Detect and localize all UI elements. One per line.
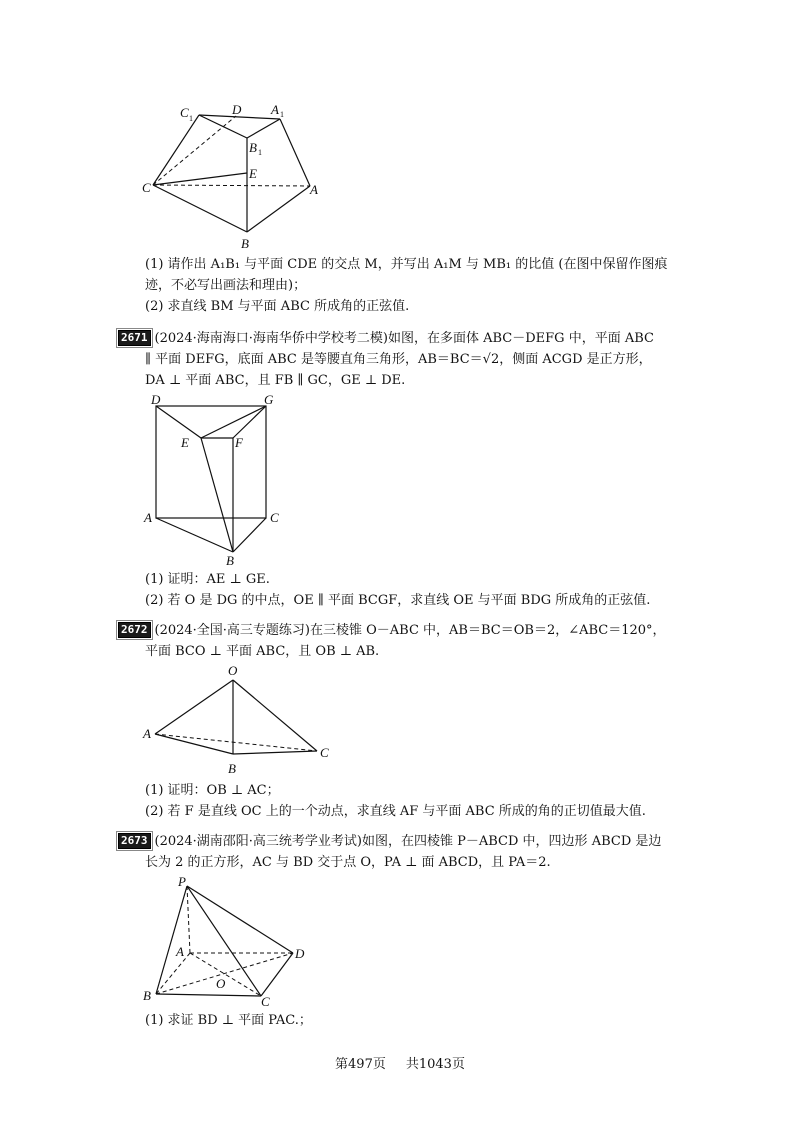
label-A1: A xyxy=(271,102,279,117)
label-A: A xyxy=(144,510,152,525)
problem-2672-line1 xyxy=(118,622,666,640)
problem-2672-text1: (2024·全国·高三专题练习)在三棱锥 O－ABC 中，AB＝BC＝OB＝2，∠ABC＝120°， xyxy=(154,623,666,638)
label-E: E xyxy=(249,166,257,181)
label-B: B xyxy=(228,761,236,776)
problem-number-badge: 2672 xyxy=(118,622,151,638)
label-A: A xyxy=(143,726,151,741)
problem-2673-text1: (2024·湖南邵阳·高三统考学业考试)如图，在四棱锥 P－ABCD 中，四边形 ABCD 是边 xyxy=(154,834,662,849)
problem-2671-q1: (1) 证明：AE ⊥ GE. xyxy=(145,572,270,587)
label-O: O xyxy=(228,663,238,678)
figure-pyramid-2672 xyxy=(140,660,340,780)
problem-2671-line1 xyxy=(118,330,654,348)
page-number: 第497页 xyxy=(335,1057,386,1072)
label-D: D xyxy=(232,102,242,117)
label-B: B xyxy=(226,553,234,568)
label-A: A xyxy=(176,944,184,959)
problem-2672-q1: (1) 证明：OB ⊥ AC； xyxy=(145,783,280,798)
q1-part2: (2) 求直线 BM 与平面 ABC 所成角的正弦值. xyxy=(145,299,410,314)
label-B: B xyxy=(143,988,151,1003)
label-C1-sub: 1 xyxy=(189,114,193,123)
problem-number-badge: 2673 xyxy=(118,833,151,849)
label-C: C xyxy=(320,745,329,760)
problem-2672-line2: 平面 BCO ⊥ 平面 ABC，且 OB ⊥ AB. xyxy=(145,644,380,659)
label-B1: B xyxy=(249,140,257,155)
label-F: F xyxy=(235,435,243,450)
label-A: A xyxy=(310,182,318,197)
figure-pyramid-2673 xyxy=(140,872,320,1007)
problem-2673-line1 xyxy=(118,833,661,851)
problem-2671-text1: (2024·海南海口·海南华侨中学校考二模)如图，在多面体 ABC－DEFG 中，平面 ABC xyxy=(154,331,654,346)
problem-2671-line3: DA ⊥ 平面 ABC，且 FB ∥ GC，GE ⊥ DE. xyxy=(145,373,406,388)
problem-2673-q1: (1) 求证 BD ⊥ 平面 PAC.； xyxy=(145,1013,312,1028)
problem-number-badge: 2671 xyxy=(118,330,151,346)
label-C: C xyxy=(270,510,279,525)
label-G: G xyxy=(264,392,274,407)
problem-2671-line2: ∥ 平面 DEFG，底面 ABC 是等腰直角三角形，AB＝BC＝√2，侧面 ACGD 是正方形， xyxy=(145,352,652,367)
problem-2672-q2: (2) 若 F 是直线 OC 上的一个动点，求直线 AF 与平面 ABC 所成的角的正切值最大值. xyxy=(145,804,646,819)
label-O: O xyxy=(216,976,226,991)
label-D: D xyxy=(295,946,305,961)
q1-part1-line2: 迹，不必写出画法和理由)； xyxy=(145,278,307,293)
label-B1-sub: 1 xyxy=(258,148,262,157)
page-footer xyxy=(0,1053,800,1072)
label-E: E xyxy=(181,435,189,450)
label-C: C xyxy=(261,994,270,1009)
label-D: D xyxy=(151,392,161,407)
problem-2673-line2: 长为 2 的正方形，AC 与 BD 交于点 O，PA ⊥ 面 ABCD，且 PA＝2. xyxy=(145,855,551,870)
total-pages: 共1043页 xyxy=(405,1057,465,1072)
label-C: C xyxy=(142,180,151,195)
label-P: P xyxy=(178,874,186,889)
figure-polyhedron-2671 xyxy=(143,392,293,568)
label-C1: C xyxy=(180,105,189,120)
label-A1-sub: 1 xyxy=(280,110,284,119)
label-B: B xyxy=(241,236,249,251)
q1-part1-line1: (1) 请作出 A₁B₁ 与平面 CDE 的交点 M，并写出 A₁M 与 MB₁ 的比值 (在图中保留作图痕 xyxy=(145,257,668,272)
problem-2671-q2: (2) 若 O 是 DG 的中点，OE ∥ 平面 BCGF，求直线 OE 与平面 BDG 所成角的正弦值. xyxy=(145,593,651,608)
figure-prism-1 xyxy=(140,100,340,250)
